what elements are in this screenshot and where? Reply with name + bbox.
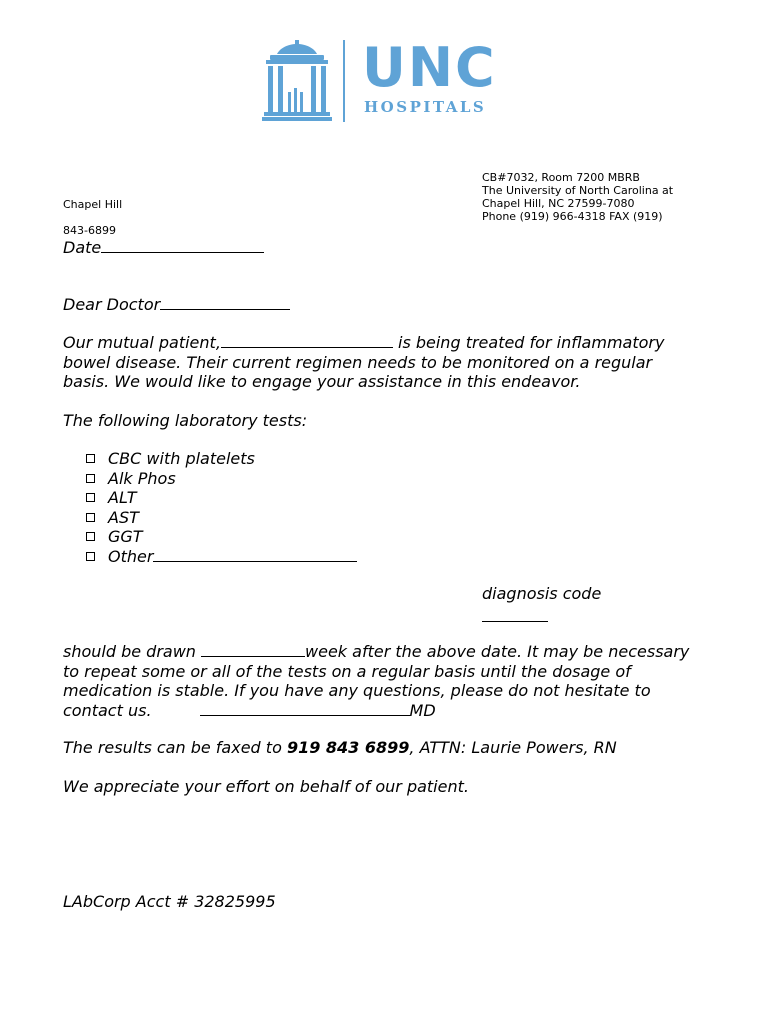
date-field[interactable] <box>101 238 264 253</box>
checkbox[interactable] <box>86 493 95 502</box>
md-label: MD <box>409 700 436 720</box>
list-item: GGT <box>108 527 357 547</box>
other-test-field[interactable] <box>153 547 357 562</box>
fax-line: The results can be faxed to 919 843 6899, ATTN: Laurie Powers, RN <box>63 738 617 757</box>
logo-subtitle: HOSPITALS <box>364 98 487 116</box>
weeks-field[interactable] <box>201 642 305 657</box>
tests-list <box>108 449 357 566</box>
list-item: CBC with platelets <box>108 449 357 469</box>
checkbox[interactable] <box>86 552 95 561</box>
md-signature-field[interactable] <box>200 701 410 716</box>
address-city: Chapel Hill <box>63 198 123 211</box>
date-label: Date <box>63 238 102 257</box>
address-block <box>482 171 673 223</box>
diagnosis-code-field[interactable] <box>482 607 548 622</box>
old-well-icon <box>262 40 332 124</box>
address-line: Phone (919) 966-4318 FAX (919) <box>482 210 663 223</box>
list-item: Alk Phos <box>108 469 357 489</box>
checkbox[interactable] <box>86 454 95 463</box>
appreciation: We appreciate your effort on behalf of our patient. <box>63 777 469 796</box>
diagnosis-code-label: diagnosis code <box>482 584 602 603</box>
salutation: Dear Doctor <box>63 295 161 314</box>
checkbox[interactable] <box>86 474 95 483</box>
logo-name: UNC <box>362 36 497 99</box>
salutation-line <box>63 295 290 315</box>
address-line: The University of North Carolina at <box>482 184 674 197</box>
date-line <box>63 238 264 258</box>
logo-divider <box>343 40 345 122</box>
paragraph-intro: Our mutual patient, is being treated for inflammatory bowel disease. Their current regimen needs to be monitored on a regular basis. We would like to engage your assistance in this endeavor. <box>63 333 665 391</box>
patient-name-field[interactable] <box>221 333 393 348</box>
address-fax-cont: 843-6899 <box>63 224 116 237</box>
tests-intro: The following laboratory tests: <box>63 411 308 430</box>
address-line: CB#7032, Room 7200 MBRB <box>482 171 640 184</box>
doctor-name-field[interactable] <box>160 295 290 310</box>
unc-hospitals-logo <box>262 40 332 124</box>
address-line: Chapel Hill, NC 27599-7080 <box>482 197 635 210</box>
checkbox[interactable] <box>86 513 95 522</box>
list-item: ALT <box>108 488 357 508</box>
list-item: AST <box>108 508 357 528</box>
paragraph-draw: should be drawn week after the above date. It may be necessary to repeat some or all of the tests on a regular basis until the dosage of medication is stable. If you have any questions, please do not hesitate to contact us. MD <box>63 642 690 720</box>
list-item: Other <box>108 547 357 567</box>
checkbox[interactable] <box>86 532 95 541</box>
labcorp-account: LAbCorp Acct # 32825995 <box>63 892 276 911</box>
fax-number: 919 843 6899 <box>286 738 410 757</box>
